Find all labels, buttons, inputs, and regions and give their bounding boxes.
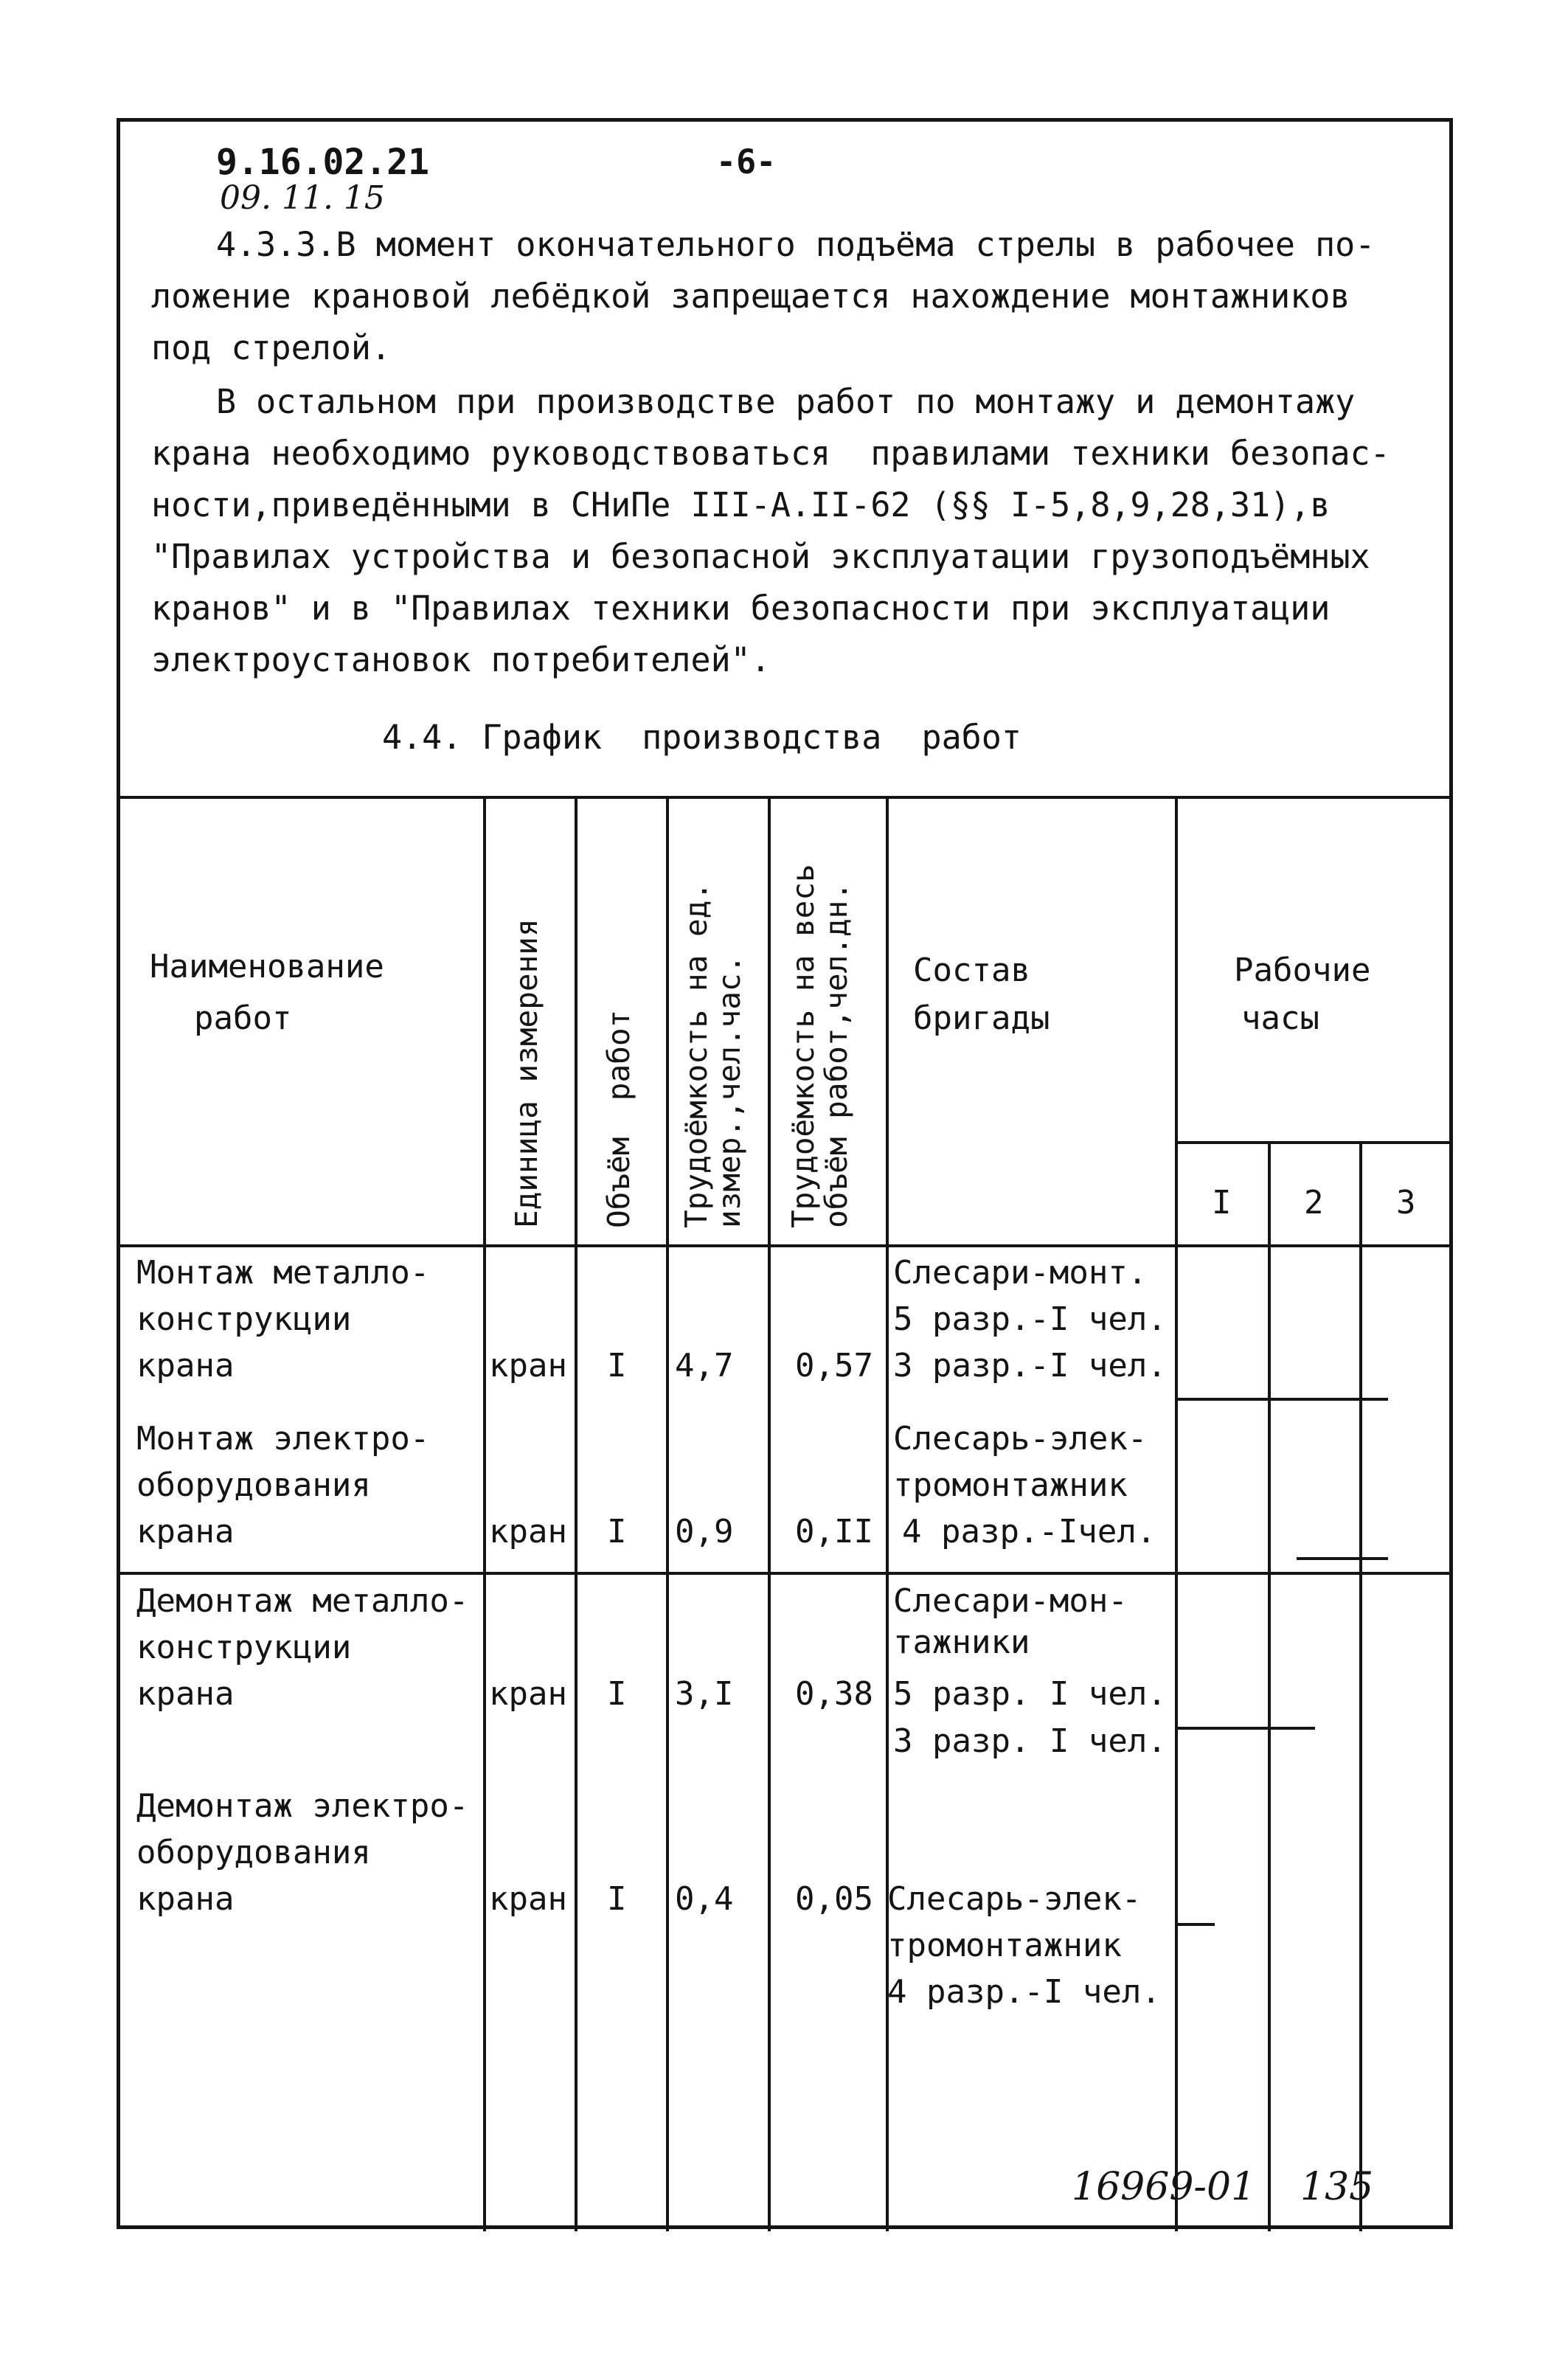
row-crew: тромонтажник — [893, 1466, 1128, 1504]
column-divider — [483, 796, 486, 2231]
header-name: работ — [194, 999, 292, 1037]
column-divider — [768, 796, 771, 2231]
header-name: Наименование — [150, 948, 384, 985]
row-volume: I — [607, 1347, 627, 1385]
schedule-bar — [1178, 1727, 1315, 1730]
row-labor-total: 0,II — [795, 1513, 873, 1550]
row-name: крана — [136, 1675, 235, 1713]
row-unit: кран — [489, 1675, 567, 1713]
schedule-bar — [1178, 1923, 1215, 1926]
row-labor-unit: 3,I — [675, 1675, 734, 1713]
row-crew: 4 разр.-Iчел. — [902, 1513, 1156, 1550]
header-hours: часы — [1241, 999, 1319, 1037]
paragraph-line: крана необходимо руководствоваться правилами техники безопас- — [151, 434, 1390, 473]
row-name: Монтаж электро- — [136, 1420, 430, 1458]
row-crew: 5 разр. I чел. — [893, 1675, 1167, 1713]
paragraph-line: кранов" и в "Правилах техники безопасности при эксплуатации — [151, 589, 1331, 628]
row-crew: Слесарь-элек- — [893, 1420, 1148, 1458]
row-crew: Слесари-мон- — [893, 1582, 1128, 1620]
row-volume: I — [607, 1675, 627, 1713]
row-crew: 5 разр.-I чел. — [893, 1300, 1167, 1338]
row-crew: тажники — [893, 1623, 1030, 1661]
row-crew: Слесарь-элек- — [887, 1880, 1142, 1918]
column-divider — [1175, 796, 1178, 2231]
row-crew: 3 разр. I чел. — [893, 1722, 1167, 1760]
row-name: Демонтаж электро- — [136, 1787, 469, 1825]
row-name: крана — [136, 1347, 235, 1385]
row-crew: тромонтажник — [887, 1927, 1122, 1964]
header-volume: Объём работ — [601, 1009, 636, 1228]
row-name: конструкции — [136, 1300, 352, 1338]
header-labor-total: Трудоёмкость на весь — [785, 864, 821, 1228]
row-labor-unit: 0,9 — [675, 1513, 734, 1550]
header-hour-1: I — [1212, 1184, 1232, 1221]
column-divider — [1359, 1141, 1362, 2231]
row-name: крана — [136, 1880, 235, 1918]
column-divider — [666, 796, 669, 2231]
row-name: Демонтаж металло- — [136, 1582, 469, 1620]
paragraph-line: под стрелой. — [151, 328, 392, 367]
schedule-bar — [1178, 1398, 1388, 1401]
document-page — [117, 118, 1453, 2229]
row-labor-unit: 0,4 — [675, 1880, 734, 1918]
row-name: оборудования — [136, 1834, 371, 1871]
group-divider-line — [120, 1572, 1449, 1575]
row-unit: кран — [489, 1513, 567, 1550]
header-labor-unit: измер.,чел.час. — [712, 954, 747, 1228]
header-crew: Состав — [913, 952, 1030, 989]
handwritten-registration-number: 16969-01 — [1072, 2165, 1256, 2209]
header-bottom-line — [120, 1244, 1449, 1247]
document-number: 9.16.02.21 — [216, 142, 429, 183]
paragraph-line: электроустановок потребителей". — [151, 640, 771, 679]
paragraph-line: ложение крановой лебёдкой запрещается нахождение монтажников — [151, 277, 1350, 316]
row-labor-total: 0,38 — [795, 1675, 873, 1713]
column-divider — [886, 796, 889, 2231]
header-crew: бригады — [913, 999, 1050, 1037]
paragraph-line: "Правилах устройства и безопасной эксплуатации грузоподъёмных — [151, 537, 1370, 576]
header-labor-unit: Трудоёмкость на ед. — [679, 882, 714, 1228]
header-hour-3: 3 — [1396, 1184, 1416, 1221]
row-crew: 3 разр.-I чел. — [893, 1347, 1167, 1385]
row-name: крана — [136, 1513, 235, 1550]
header-hour-2: 2 — [1304, 1184, 1324, 1221]
column-divider — [1268, 1141, 1271, 2231]
header-labor-total: объём работ,чел.дн. — [819, 882, 854, 1228]
row-name: Монтаж металло- — [136, 1254, 430, 1292]
row-unit: кран — [489, 1347, 567, 1385]
header-hours: Рабочие — [1234, 952, 1371, 989]
handwritten-date: 09. 11. 15 — [220, 179, 385, 217]
row-crew: Слесари-монт. — [893, 1254, 1148, 1292]
paragraph-line: 4.3.3.В момент окончательного подъёма стрелы в рабочее по- — [216, 225, 1376, 264]
schedule-bar — [1297, 1557, 1388, 1560]
row-labor-unit: 4,7 — [675, 1347, 734, 1385]
paragraph-line: В остальном при производстве работ по монтажу и демонтажу — [216, 382, 1356, 421]
row-crew: 4 разр.-I чел. — [887, 1973, 1161, 2011]
row-volume: I — [607, 1513, 627, 1550]
row-name: оборудования — [136, 1466, 371, 1504]
row-labor-total: 0,05 — [795, 1880, 873, 1918]
row-unit: кран — [489, 1880, 567, 1918]
page-number: -6- — [716, 142, 777, 181]
header-unit: Единица измерения — [509, 918, 544, 1228]
paragraph-line: ности,приведёнными в СНиПе III-А.II-62 (§§ I-5,8,9,28,31),в — [151, 485, 1331, 524]
row-name: конструкции — [136, 1629, 352, 1666]
hours-subheader-line — [1175, 1141, 1449, 1144]
table-top-border — [120, 796, 1449, 799]
row-labor-total: 0,57 — [795, 1347, 873, 1385]
row-volume: I — [607, 1880, 627, 1918]
column-divider — [575, 796, 577, 2231]
section-title: 4.4. График производства работ — [382, 718, 1021, 757]
handwritten-page-number: 135 — [1300, 2165, 1374, 2209]
